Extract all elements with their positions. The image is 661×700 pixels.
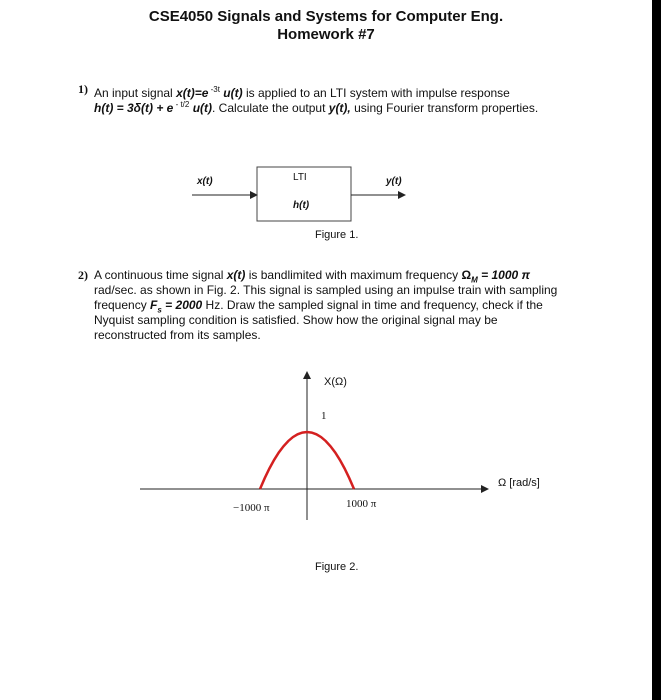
page-title: CSE4050 Signals and Systems for Computer Eng.	[148, 8, 504, 25]
problem2-number: 2)	[78, 268, 88, 282]
p2-text3: frequency	[94, 298, 151, 312]
p1-exp: -3t	[208, 85, 220, 94]
p1-text3: . Calculate the output	[212, 101, 329, 115]
p1-output: y(t),	[328, 101, 351, 115]
p1-step: u(t)	[219, 86, 243, 100]
p1-text2: is applied to an LTI system with impulse response	[242, 86, 510, 100]
fig1-output-label: y(t)	[386, 176, 402, 187]
p1-impulse: h(t) = 3δ(t) + e	[94, 101, 174, 115]
p2-fs-val: = 2000	[161, 298, 203, 312]
problem2-line2: rad/sec. as shown in Fig. 2. This signal is sampled using an impulse train with sampling	[94, 283, 558, 297]
p2-signal: x(t)	[226, 268, 246, 282]
p1-exp2: - t/2	[173, 100, 190, 109]
fig1-caption: Figure 1.	[315, 229, 359, 241]
problem2-line5: reconstructed from its samples.	[94, 328, 261, 342]
fig2-y-label: X(Ω)	[324, 376, 347, 388]
p2-fs-sub: s	[157, 305, 162, 315]
p1-text: An input signal	[94, 86, 177, 100]
p2-fs: F	[150, 298, 158, 312]
fig1-box-top-label: LTI	[293, 172, 307, 183]
fig2-x-axis-label: Ω [rad/s]	[498, 477, 540, 489]
fig1-lti-box	[257, 167, 351, 221]
problem1-number: 1)	[78, 82, 88, 96]
p1-signal: x(t)=e	[176, 86, 209, 100]
p2-omega-sub: M	[471, 275, 478, 285]
p1-text4: using Fourier transform properties.	[350, 101, 539, 115]
p2-omega-val: = 1000 π	[477, 268, 531, 282]
p2-text1: A continuous time signal	[94, 268, 227, 282]
fig2-caption: Figure 2.	[315, 561, 359, 573]
fig1-box-bottom-label: h(t)	[293, 200, 310, 211]
p2-omega: Ω	[461, 268, 472, 282]
p1-step2: u(t)	[189, 101, 213, 115]
screen-edge	[652, 0, 661, 700]
fig2-peak-label: 1	[321, 410, 327, 422]
page-subtitle: Homework #7	[277, 26, 375, 43]
fig1-input-label: x(t)	[197, 176, 213, 187]
fig2-left-tick-label: −1000 π	[233, 502, 270, 514]
p2-text4: Hz. Draw the sampled signal in time and frequency, check if the	[202, 298, 543, 312]
p2-text2: is bandlimited with maximum frequency	[245, 268, 462, 282]
fig2-right-tick-label: 1000 π	[346, 498, 377, 510]
problem2-line4: Nyquist sampling condition is satisfied. Show how the original signal may be	[94, 313, 498, 327]
